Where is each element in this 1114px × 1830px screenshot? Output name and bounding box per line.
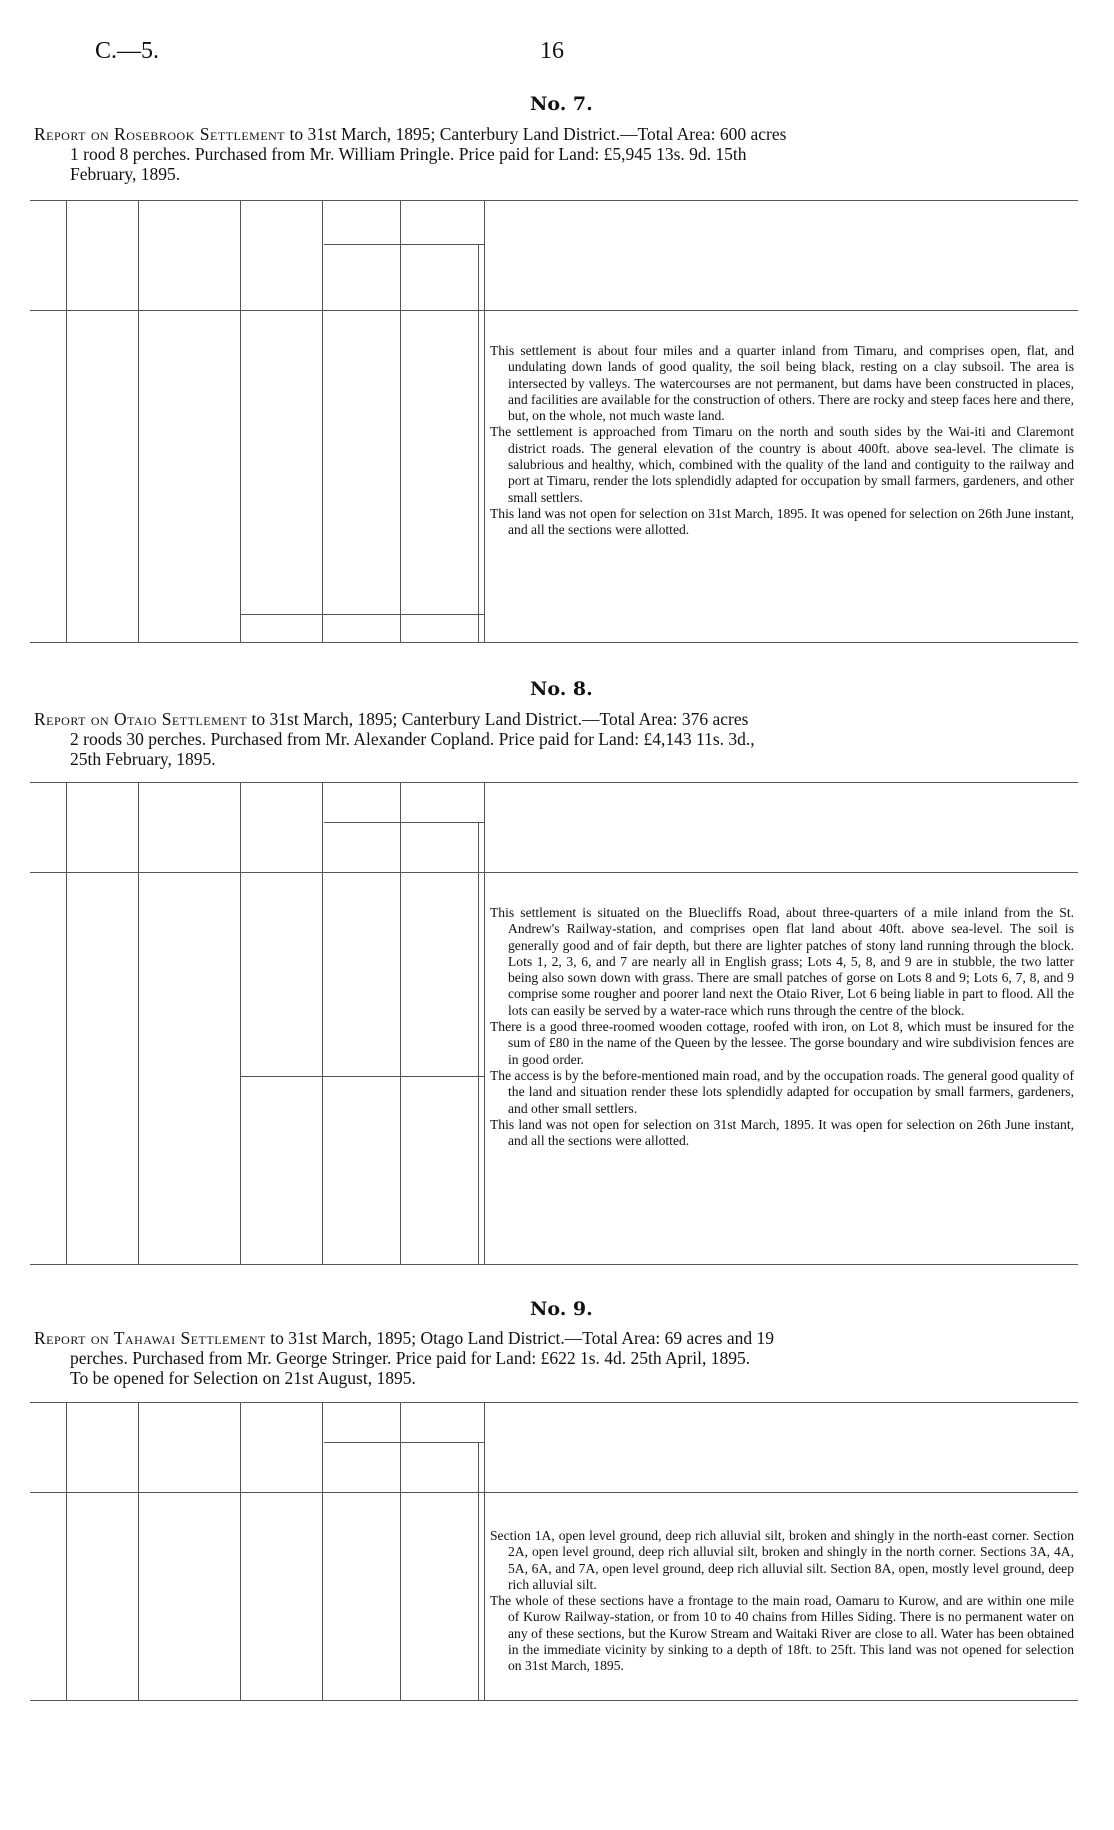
remarks-paragraph: This land was not open for selection on 31st March, 1895. It was open for selection on 26th June instant, and all the sections were allotted. — [490, 1116, 1074, 1149]
report-title — [34, 1328, 1074, 1388]
table-column-rule — [66, 782, 67, 1264]
lease-subheader-rule — [324, 1442, 484, 1443]
report-number: No. 7. — [530, 93, 593, 115]
table-column-rule — [478, 822, 479, 1264]
remarks-paragraph: This land was not open for selection on 31st March, 1895. It was opened for selection on 26th June instant, and all the sections were allotted. — [490, 505, 1074, 538]
table-column-rule — [240, 200, 241, 642]
totals-rule — [240, 614, 484, 615]
page-ref: C.—5. — [95, 38, 160, 64]
report-title — [34, 124, 1074, 184]
report-number: No. 8. — [530, 678, 593, 700]
table-column-rule — [240, 1402, 241, 1700]
table-column-rule — [484, 1402, 485, 1700]
report-title-name: Report on Tahawai Settlement — [34, 1328, 266, 1348]
table-column-rule — [478, 1442, 479, 1700]
table-column-rule — [400, 200, 401, 642]
remarks-text — [490, 905, 1074, 1149]
remarks-paragraph: The whole of these sections have a frontage to the main road, Oamaru to Kurow, and are within one mile of Kurow Railway-station, or from 10 to 40 chains from Hilles Siding. There is no permanent water on any of these sections, but the Kurow Stream and Waitaki River are close to all. Water has been obtained in the immediate vicinity by sinking to a depth of 18ft. to 25ft. This land was not opened for selection on 31st March, 1895. — [490, 1593, 1074, 1674]
table-column-rule — [400, 1402, 401, 1700]
report-title-name: Report on Otaio Settlement — [34, 709, 248, 729]
report-number: No. 9. — [530, 1298, 593, 1320]
table-column-rule — [240, 782, 241, 1264]
report-title-line2: 1 rood 8 perches. Purchased from Mr. William Pringle. Price paid for Land: £5,945 13s. 9d. 15th — [70, 144, 747, 164]
report-title — [34, 709, 1074, 769]
totals-rule — [240, 1076, 484, 1077]
table-bottom-rule — [30, 1700, 1078, 1701]
lease-subheader-rule — [324, 822, 484, 823]
remarks-text — [490, 343, 1074, 539]
table-column-rule — [322, 782, 323, 1264]
table-column-rule — [484, 200, 485, 642]
table-head-rule — [30, 1492, 1078, 1493]
table-column-rule — [138, 1402, 139, 1700]
table-head-rule — [30, 310, 1078, 311]
report-title-line1: to 31st March, 1895; Otago Land District.—Total Area: 69 acres and 19 — [265, 1328, 774, 1348]
remarks-paragraph: The access is by the before-mentioned main road, and by the occupation roads. The general good quality of the land and situation render these lots splendidly adapted for occupation by small farmers, gardeners, and other small settlers. — [490, 1067, 1074, 1116]
report-title-line3: To be opened for Selection on 21st August, 1895. — [70, 1368, 416, 1388]
report-title-line1: to 31st March, 1895; Canterbury Land District.—Total Area: 376 acres — [247, 709, 749, 729]
remarks-paragraph: Section 1A, open level ground, deep rich alluvial silt, broken and shingly in the north-east corner. Section 2A, open level ground, deep rich alluvial silt, broken and shingly in the north corner. Sections 3A, 4A, 5A, 6A, and 7A, open level ground, deep rich alluvial silt. Section 8A, open, mostly level ground, deep rich alluvial silt. — [490, 1528, 1074, 1592]
table-bottom-rule — [30, 1264, 1078, 1265]
lease-subheader-rule — [324, 244, 484, 245]
page-number: 16 — [540, 38, 564, 64]
table-bottom-rule — [30, 642, 1078, 643]
remarks-paragraph: This settlement is situated on the Bluecliffs Road, about three-quarters of a mile inland from the St. Andrew's Railway-station, and comprises open flat land about 40ft. above sea-level. The soil is generally good and of fair depth, but there are lighter patches of stony land running through the block. Lots 1, 2, 3, 6, and 7 are nearly all in English grass; Lots 4, 5, 8, and 9 are in stubble, the two latter being also sown down with grass. There are small patches of gorse on Lots 8 and 9; Lots 6, 7, 8, and 9 comprise some rougher and poorer land next the Otaio River, Lot 6 being liable in part to flood. All the lots can easily be served by a water-race which runs through the centre of the block. — [490, 905, 1074, 1018]
report-title-name: Report on Rosebrook Settlement — [34, 124, 286, 144]
table-column-rule — [478, 244, 479, 642]
table-column-rule — [484, 782, 485, 1264]
table-column-rule — [66, 200, 67, 642]
table-column-rule — [138, 200, 139, 642]
table-top-rule — [30, 1402, 1078, 1403]
table-top-rule — [30, 782, 1078, 783]
table-column-rule — [138, 782, 139, 1264]
remarks-paragraph: This settlement is about four miles and a quarter inland from Timaru, and comprises open, flat, and undulating down lands of good quality, the soil being black, resting on a clay subsoil. The area is intersected by valleys. The watercourses are not permanent, but dams have been constructed in places, and facilities are available for the construction of others. There are rocky and steep faces here and there, but, on the whole, not much waste land. — [490, 343, 1074, 424]
report-title-line3: February, 1895. — [70, 164, 181, 184]
table-column-rule — [322, 1402, 323, 1700]
report-title-line3: 25th February, 1895. — [70, 749, 216, 769]
table-top-rule — [30, 200, 1078, 201]
report-title-line2: 2 roods 30 perches. Purchased from Mr. Alexander Copland. Price paid for Land: £4,143 11s. 3d., — [70, 729, 755, 749]
table-column-rule — [400, 782, 401, 1264]
remarks-text — [490, 1528, 1074, 1675]
table-column-rule — [66, 1402, 67, 1700]
report-title-line1: to 31st March, 1895; Canterbury Land District.—Total Area: 600 acres — [285, 124, 787, 144]
report-title-line2: perches. Purchased from Mr. George Stringer. Price paid for Land: £622 1s. 4d. 25th April, 1895. — [70, 1348, 751, 1368]
table-column-rule — [322, 200, 323, 642]
table-head-rule — [30, 872, 1078, 873]
remarks-paragraph: The settlement is approached from Timaru on the north and south sides by the Wai-iti and Claremont district roads. The general elevation of the country is about 400ft. above sea-level. The climate is salubrious and healthy, which, combined with the quality of the land and contiguity to the railway and port at Timaru, render the lots splendidly adapted for occupation by small farmers, gardeners, and other small settlers. — [490, 424, 1074, 505]
remarks-paragraph: There is a good three-roomed wooden cottage, roofed with iron, on Lot 8, which must be insured for the sum of £80 in the name of the Queen by the lessee. The gorse boundary and wire subdivision fences are in good order. — [490, 1019, 1074, 1067]
